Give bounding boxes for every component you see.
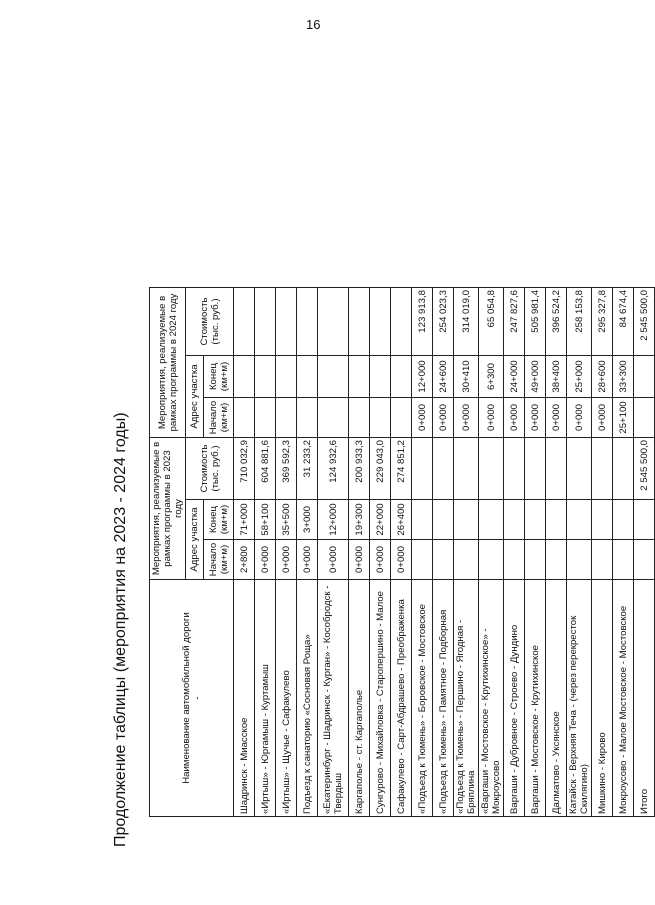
table-row xyxy=(504,288,525,817)
end-2024: 33+300 xyxy=(613,356,634,398)
cost-2023: 369 592,3 xyxy=(276,438,297,500)
end-2023: 19+300 xyxy=(349,500,370,540)
cost-2023 xyxy=(454,438,479,500)
cost-2024 xyxy=(349,288,370,356)
end-2023: 58+100 xyxy=(255,500,276,540)
start-2023 xyxy=(525,540,546,580)
header-cost-2023: Стоимость (тыс. руб.) xyxy=(186,438,234,500)
start-2024 xyxy=(234,398,255,438)
table-row xyxy=(391,288,412,817)
table-row xyxy=(433,288,454,817)
start-2024: 0+000 xyxy=(546,398,567,438)
header-road-name-text: Наименование автомобильной дороги xyxy=(180,612,192,784)
cost-2023 xyxy=(525,438,546,500)
road-name: «Подъезд к Тюмень» - Боровское - Мостовское xyxy=(412,580,433,817)
end-2024: 6+300 xyxy=(479,356,504,398)
road-name: Мокроусово - Малое Мостовское - Мостовское xyxy=(613,580,634,817)
start-2023: 0+000 xyxy=(276,540,297,580)
end-2023 xyxy=(592,500,613,540)
end-2023 xyxy=(433,500,454,540)
cost-2023: 229 043,0 xyxy=(370,438,391,500)
road-name: Мишкино - Кирово xyxy=(592,580,613,817)
start-2023 xyxy=(567,540,592,580)
table-row xyxy=(525,288,546,817)
start-2024: 0+000 xyxy=(592,398,613,438)
road-name: Сафакулево - Сарт-Абдрашево - Преображенка xyxy=(391,580,412,817)
table-row xyxy=(276,288,297,817)
end-2024: 49+000 xyxy=(525,356,546,398)
cost-2023 xyxy=(592,438,613,500)
end-2023: 35+500 xyxy=(276,500,297,540)
road-name: Катайск - Верхняя Теча - (через перекресток Скилягино) xyxy=(567,580,592,817)
start-2024: 25+100 xyxy=(613,398,634,438)
start-2023: 0+000 xyxy=(391,540,412,580)
cost-2023 xyxy=(567,438,592,500)
end-2023: 71+000 xyxy=(234,500,255,540)
end-2023: 22+000 xyxy=(370,500,391,540)
header-2023: Мероприятия, реализуемые в рамках программы в 2023 году xyxy=(150,438,186,580)
end-2024 xyxy=(391,356,412,398)
cost-2024: 505 981,4 xyxy=(525,288,546,356)
cost-2024: 84 674,4 xyxy=(613,288,634,356)
road-name: «Подъезд к Тюмень» - Памятное - Подборная xyxy=(433,580,454,817)
cost-2024: 396 524,2 xyxy=(546,288,567,356)
start-2023: 2+800 xyxy=(234,540,255,580)
end-2024: 30+410 xyxy=(454,356,479,398)
road-name: Варгаши - Мостовское - Крутихинское xyxy=(525,580,546,817)
total-cost-2024: 2 545 500,0 xyxy=(634,288,655,356)
end-2024 xyxy=(255,356,276,398)
road-name: «Екатеринбург - Шадринск - Курган» - Кособродск - Твердыш xyxy=(318,580,349,817)
cost-2024 xyxy=(297,288,318,356)
road-name: «Иртыш» - Юргамыш - Куртамыш xyxy=(255,580,276,817)
cost-2023 xyxy=(504,438,525,500)
road-name: «Иртыш» - Щучье - Сафакулево xyxy=(276,580,297,817)
end-2023 xyxy=(479,500,504,540)
end-2023 xyxy=(412,500,433,540)
road-name: «Подъезд к Тюмень» - Першино - Ягодная - Бряплина xyxy=(454,580,479,817)
start-2023: 0+000 xyxy=(255,540,276,580)
table-row xyxy=(412,288,433,817)
cost-2023 xyxy=(412,438,433,500)
end-2023 xyxy=(567,500,592,540)
end-2023: 12+000 xyxy=(318,500,349,540)
end-2023 xyxy=(613,500,634,540)
end-2024: 38+400 xyxy=(546,356,567,398)
cost-2024 xyxy=(255,288,276,356)
start-2023 xyxy=(592,540,613,580)
start-2024: 0+000 xyxy=(525,398,546,438)
cost-2023 xyxy=(433,438,454,500)
end-2024: 25+000 xyxy=(567,356,592,398)
total-empty-cell xyxy=(634,356,655,398)
end-2023 xyxy=(504,500,525,540)
table-row xyxy=(234,288,255,817)
total-empty-cell xyxy=(634,540,655,580)
start-2024 xyxy=(349,398,370,438)
header-2024: Мероприятия, реализуемые в рамках программы в 2024 году xyxy=(150,288,186,438)
cost-2024: 314 019,0 xyxy=(454,288,479,356)
table-row xyxy=(370,288,391,817)
end-2024 xyxy=(297,356,318,398)
start-2024 xyxy=(318,398,349,438)
table-title: Продолжение таблицы (мероприятия на 2023 - 2024 годы) xyxy=(112,412,129,847)
start-2024 xyxy=(276,398,297,438)
end-2024: 24+000 xyxy=(504,356,525,398)
start-2024 xyxy=(297,398,318,438)
end-2023 xyxy=(546,500,567,540)
table-row xyxy=(592,288,613,817)
end-2023: 26+400 xyxy=(391,500,412,540)
header-address-2023: Адрес участка xyxy=(186,500,204,580)
road-name: Шадринск - Миасское xyxy=(234,580,255,817)
start-2024 xyxy=(391,398,412,438)
start-2024 xyxy=(255,398,276,438)
cost-2023: 31 233,2 xyxy=(297,438,318,500)
header-end-2024: Конец (км+м) xyxy=(204,356,234,398)
end-2024 xyxy=(318,356,349,398)
start-2024: 0+000 xyxy=(479,398,504,438)
header-start-2023: Начало (км+м) xyxy=(204,540,234,580)
header-address-2024: Адрес участка xyxy=(186,356,204,438)
table-row xyxy=(349,288,370,817)
cost-2024 xyxy=(391,288,412,356)
header-end-2023: Конец (км+м) xyxy=(204,500,234,540)
total-label: Итого xyxy=(634,580,655,817)
road-name: Варгаши - Дубровное - Строево - Дундино xyxy=(504,580,525,817)
end-2024: 12+000 xyxy=(412,356,433,398)
total-empty-cell xyxy=(634,500,655,540)
table-row xyxy=(255,288,276,817)
cost-2024: 295 327,8 xyxy=(592,288,613,356)
cost-2024 xyxy=(318,288,349,356)
start-2024 xyxy=(370,398,391,438)
start-2024: 0+000 xyxy=(433,398,454,438)
cost-2023 xyxy=(613,438,634,500)
page-number: 16 xyxy=(306,17,321,32)
cost-2024: 65 054,8 xyxy=(479,288,504,356)
rotated-page-content xyxy=(110,89,650,851)
end-2024: 28+600 xyxy=(592,356,613,398)
cost-2023: 274 851,2 xyxy=(391,438,412,500)
header-row-1 xyxy=(150,288,186,817)
table-row xyxy=(297,288,318,817)
start-2023 xyxy=(613,540,634,580)
start-2024: 0+000 xyxy=(412,398,433,438)
table-row xyxy=(479,288,504,817)
table-row xyxy=(454,288,479,817)
cost-2024 xyxy=(370,288,391,356)
start-2023 xyxy=(504,540,525,580)
cost-2023: 710 032,9 xyxy=(234,438,255,500)
cost-2023: 200 933,3 xyxy=(349,438,370,500)
cost-2023 xyxy=(546,438,567,500)
start-2023 xyxy=(546,540,567,580)
start-2023: 0+000 xyxy=(297,540,318,580)
total-row xyxy=(634,288,655,817)
cost-2024: 123 913,8 xyxy=(412,288,433,356)
cost-2024 xyxy=(234,288,255,356)
cost-2024 xyxy=(276,288,297,356)
header-road-name xyxy=(150,580,234,817)
cost-2023: 124 932,6 xyxy=(318,438,349,500)
roads-table xyxy=(149,287,655,817)
road-name: Каргаполье - ст. Каргаполье xyxy=(349,580,370,817)
end-2024 xyxy=(349,356,370,398)
road-name: Подъезд к санаторию «Сосновая Роща» xyxy=(297,580,318,817)
start-2024: 0+000 xyxy=(567,398,592,438)
cost-2023: 604 881,6 xyxy=(255,438,276,500)
road-name: Далматово - Уксянское xyxy=(546,580,567,817)
table-row xyxy=(318,288,349,817)
start-2023: 0+000 xyxy=(349,540,370,580)
end-2023: 3+000 xyxy=(297,500,318,540)
table-row xyxy=(613,288,634,817)
start-2023 xyxy=(433,540,454,580)
cost-2024: 254 023,3 xyxy=(433,288,454,356)
start-2024: 0+000 xyxy=(504,398,525,438)
start-2023 xyxy=(412,540,433,580)
end-2024 xyxy=(276,356,297,398)
start-2023 xyxy=(454,540,479,580)
total-cost-2023: 2 545 500,0 xyxy=(634,438,655,500)
end-2024 xyxy=(234,356,255,398)
header-road-name-sub: - xyxy=(191,696,203,700)
start-2023 xyxy=(479,540,504,580)
total-empty-cell xyxy=(634,398,655,438)
road-name: «Варгаши - Мостовское - Крутихинское» - Мокроусово xyxy=(479,580,504,817)
header-cost-2024: Стоимость (тыс. руб.) xyxy=(186,288,234,356)
cost-2024: 247 827,6 xyxy=(504,288,525,356)
table-row xyxy=(567,288,592,817)
start-2023: 0+000 xyxy=(318,540,349,580)
start-2024: 0+000 xyxy=(454,398,479,438)
end-2024 xyxy=(370,356,391,398)
road-name: Сунгурово - Михайловка - Старопершино - Малое xyxy=(370,580,391,817)
cost-2024: 258 153,8 xyxy=(567,288,592,356)
table-row xyxy=(546,288,567,817)
start-2023: 0+000 xyxy=(370,540,391,580)
end-2023 xyxy=(454,500,479,540)
end-2023 xyxy=(525,500,546,540)
end-2024: 24+600 xyxy=(433,356,454,398)
header-start-2024: Начало (км+м) xyxy=(204,398,234,438)
cost-2023 xyxy=(479,438,504,500)
